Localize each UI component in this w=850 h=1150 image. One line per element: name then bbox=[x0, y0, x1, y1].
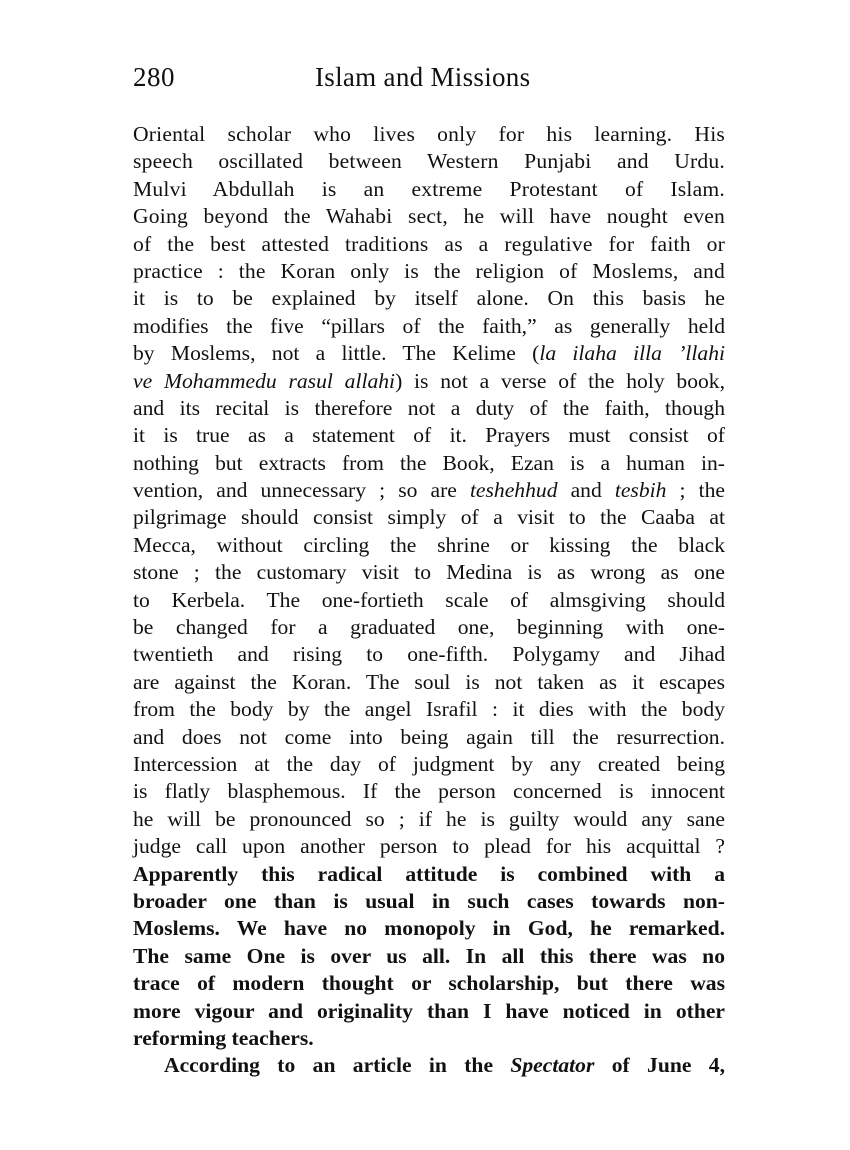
italic-phrase: ve Mohammedu rasul allahi bbox=[133, 368, 396, 393]
text-line bbox=[133, 148, 725, 175]
text-line bbox=[133, 778, 725, 805]
text-line bbox=[133, 1052, 725, 1079]
text-run: reforming teachers. bbox=[133, 1025, 314, 1050]
text-line bbox=[133, 751, 725, 778]
italic-title: Spectator bbox=[510, 1053, 595, 1078]
text-run: more vigour and originality than I have noticed in other bbox=[133, 998, 725, 1023]
text-run: vention, and unnecessary ; so are bbox=[133, 478, 470, 503]
text-line bbox=[133, 587, 725, 614]
italic-term: tesbih bbox=[614, 478, 667, 503]
text-line bbox=[133, 504, 725, 531]
text-run: nothing but extracts from the Book, Ezan is a human in- bbox=[133, 450, 725, 475]
text-line bbox=[133, 861, 725, 888]
text-run: it is to be explained by itself alone. On this basis he bbox=[133, 286, 725, 311]
text-line bbox=[133, 806, 725, 833]
text-run: stone ; the customary visit to Medina is as wrong as one bbox=[133, 560, 725, 585]
text-line bbox=[133, 121, 725, 148]
text-line bbox=[133, 285, 725, 312]
text-run: Going beyond the Wahabi sect, he will have nought even bbox=[133, 204, 725, 229]
text-line bbox=[133, 1025, 725, 1052]
text-line bbox=[133, 559, 725, 586]
text-line bbox=[133, 176, 725, 203]
text-line bbox=[133, 340, 725, 367]
text-run: by Moslems, not a little. The Kelime ( bbox=[133, 341, 540, 366]
text-run: modifies the five “pillars of the faith,” as generally held bbox=[133, 313, 725, 338]
text-line bbox=[133, 724, 725, 751]
text-line bbox=[133, 368, 725, 395]
text-line bbox=[133, 614, 725, 641]
italic-term: teshehhud bbox=[469, 478, 558, 503]
text-line bbox=[133, 970, 725, 997]
text-run: it is true as a statement of it. Prayers must consist of bbox=[133, 423, 725, 448]
text-run: Apparently this radical attitude is combined with a bbox=[133, 861, 725, 886]
text-run: According to an article in the bbox=[164, 1053, 511, 1078]
text-run: trace of modern thought or scholarship, but there was bbox=[133, 971, 725, 996]
italic-phrase: la ilaha illa ’llahi bbox=[539, 341, 725, 366]
text-run: practice : the Koran only is the religion of Moslems, and bbox=[133, 258, 725, 283]
text-run: is flatly blasphemous. If the person concerned is innocent bbox=[133, 779, 725, 804]
text-run: Mulvi Abdullah is an extreme Protestant of Islam. bbox=[133, 176, 725, 201]
text-line bbox=[133, 696, 725, 723]
text-line bbox=[133, 422, 725, 449]
text-run: Oriental scholar who lives only for his learning. His bbox=[133, 122, 725, 146]
text-line bbox=[133, 532, 725, 559]
text-line bbox=[133, 477, 725, 504]
body-text bbox=[133, 121, 725, 1080]
text-run: speech oscillated between Western Punjabi and Urdu. bbox=[133, 149, 725, 174]
text-run: and its recital is therefore not a duty of the faith, though bbox=[133, 395, 725, 420]
text-run: twentieth and rising to one-fifth. Polygamy and Jihad bbox=[133, 642, 725, 667]
running-title: Islam and Missions bbox=[315, 62, 531, 92]
text-line bbox=[133, 395, 725, 422]
text-line bbox=[133, 833, 725, 860]
text-line bbox=[133, 450, 725, 477]
text-run: of June 4, bbox=[594, 1053, 725, 1078]
text-run: and does not come into being again till the resurrection. bbox=[133, 724, 725, 749]
text-run: and bbox=[557, 478, 615, 503]
text-run: The same One is over us all. In all this there was no bbox=[133, 943, 725, 968]
text-line bbox=[133, 258, 725, 285]
text-line bbox=[133, 641, 725, 668]
text-run: judge call upon another person to plead for his acquittal ? bbox=[133, 834, 725, 859]
text-line bbox=[133, 915, 725, 942]
text-line bbox=[133, 888, 725, 915]
text-line bbox=[133, 231, 725, 258]
text-line bbox=[133, 998, 725, 1025]
text-line bbox=[133, 203, 725, 230]
text-run: Mecca, without circling the shrine or kissing the black bbox=[133, 532, 725, 557]
text-run: ; the bbox=[666, 478, 725, 503]
text-run: pilgrimage should consist simply of a visit to the Caaba at bbox=[133, 505, 725, 530]
text-run: ) is not a verse of the holy book, bbox=[395, 368, 725, 393]
text-run: from the body by the angel Israfil : it dies with the body bbox=[133, 697, 725, 722]
text-line bbox=[133, 669, 725, 696]
text-run: to Kerbela. The one-fortieth scale of almsgiving should bbox=[133, 587, 725, 612]
running-head bbox=[133, 62, 725, 98]
text-run: are against the Koran. The soul is not taken as it escapes bbox=[133, 669, 725, 694]
text-run: he will be pronounced so ; if he is guilty would any sane bbox=[133, 806, 725, 831]
page-number: 280 bbox=[133, 62, 175, 92]
text-run: Intercession at the day of judgment by any created being bbox=[133, 751, 725, 776]
text-run: broader one than is usual in such cases towards non- bbox=[133, 888, 725, 913]
text-line bbox=[133, 943, 725, 970]
text-run: of the best attested traditions as a regulative for faith or bbox=[133, 231, 725, 256]
text-run: Moslems. We have no monopoly in God, he remarked. bbox=[133, 916, 725, 941]
text-line bbox=[133, 313, 725, 340]
text-run: be changed for a graduated one, beginning with one- bbox=[133, 615, 725, 640]
